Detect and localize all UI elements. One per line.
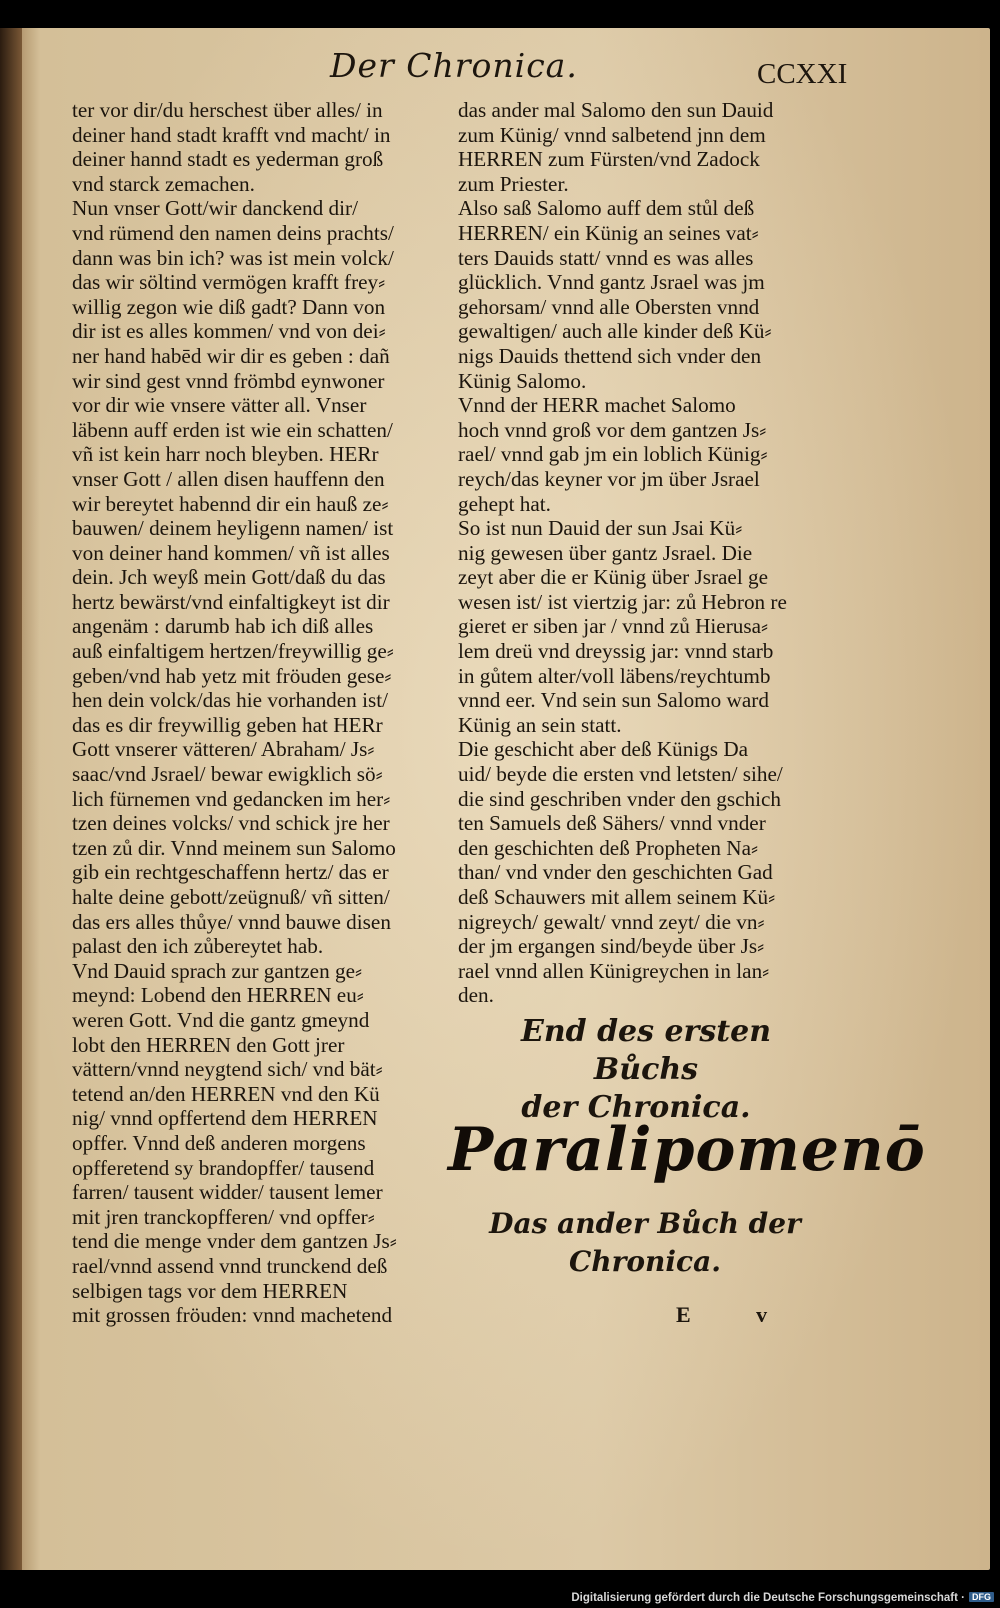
left-column-line: gib ein rechtgeschaffenn hertz/ das er (72, 860, 389, 885)
right-column-line: nig gewesen über gantz Jsrael. Die (458, 540, 753, 565)
right-column-line: reych/das keyner vor jm über Jsrael (458, 466, 760, 491)
left-column-line: deiner hand stadt krafft vnd macht/ in (72, 122, 391, 147)
left-column-line: das wir söltind vermögen krafft frey⸗ (72, 270, 386, 295)
left-column-line: von deiner hand kommen/ vñ ist alles (72, 540, 390, 565)
left-column-line: deiner hannd stadt es yederman groß (72, 147, 384, 172)
next-book-subtitle-line-1: Das ander Bůch der (489, 1207, 801, 1240)
right-text-column (458, 98, 830, 1008)
digitization-footer (571, 1592, 994, 1604)
right-column-line: rael/ vnnd gab jm ein loblich Künig⸗ (458, 442, 768, 467)
page-binding-edge (0, 28, 22, 1570)
right-column-line: Künig Salomo. (458, 368, 587, 393)
left-column-line: läbenn auff erden ist wie ein schatten/ (72, 417, 393, 442)
left-column-line: Vnd Dauid sprach zur gantzen ge⸗ (72, 958, 363, 983)
right-column-line: Künig an sein statt. (458, 712, 622, 737)
right-column-line: das ander mal Salomo den sun Dauid (458, 98, 774, 122)
left-column-line: wir sind gest vnnd frömbd eynwoner (72, 368, 385, 393)
right-column-line: zeyt aber die er Künig über Jsrael ge (458, 565, 769, 590)
left-column-line: vor dir wie vnsere vätter all. Vnser (72, 393, 367, 418)
next-book-title: Paralipomenō (448, 1115, 926, 1185)
right-column-line: Die geschicht aber deß Künigs Da (458, 737, 749, 762)
end-of-book-note (446, 1013, 826, 1127)
left-column-line: lobt den HERREN den Gott jrer (72, 1032, 345, 1057)
right-column-line: lem dreü vnd dreyssig jar: vnnd starb (458, 639, 774, 664)
right-column-line: than/ vnd vnder den geschichten Gad (458, 860, 773, 885)
right-column-line: zum Priester. (458, 171, 569, 196)
signature-mark: E v (676, 1302, 798, 1327)
left-column-line: wir bereytet habennd dir ein hauß ze⸗ (72, 491, 389, 516)
end-note-line-1: End des ersten Bůchs (520, 1014, 772, 1087)
right-column-line: ters Dauids statt/ vnnd es was alles (458, 245, 754, 270)
right-column-line: deß Schauwers mit allem seinem Kü⸗ (458, 885, 776, 909)
right-column-line: zum Künig/ vnnd salbetend jnn dem (458, 122, 766, 147)
left-column-line: ter vor dir/du herschest über alles/ in (72, 98, 383, 122)
right-column-line: den geschichten deß Propheten Na⸗ (458, 835, 759, 860)
left-column-line: ner hand habēd wir dir es geben : dañ (72, 343, 390, 368)
left-column-line: opfferetend sy brandopffer/ tausend (72, 1155, 375, 1180)
left-column-line: vättern/vnnd neygtend sich/ vnd bät⸗ (72, 1057, 383, 1082)
left-column-line: das ers alles thůye/ vnnd bauwe disen (72, 909, 391, 934)
right-column-line: rael vnnd allen Künigreychen in lan⸗ (458, 958, 770, 983)
left-column-line: auß einfaltigem hertzen/freywillig ge⸗ (72, 639, 394, 664)
left-column-line: dir ist es alles kommen/ vnd von dei⸗ (72, 319, 386, 344)
left-column-line: geben/vnd hab yetz mit fröuden gese⸗ (72, 663, 392, 688)
left-column-line: saac/vnd Jsrael/ bewar ewigklich sö⸗ (72, 762, 383, 787)
left-column-line: vñ ist kein harr noch bleyben. HERr (72, 442, 379, 467)
right-column-line: Vnnd der HERR machet Salomo (458, 393, 736, 418)
left-column-line: dein. Jch weyß mein Gott/daß du das (72, 565, 386, 590)
left-column-line: tzen zů dir. Vnnd meinem sun Salomo (72, 835, 396, 860)
left-column-line: tend die menge vnder dem gantzen Js⸗ (72, 1229, 397, 1254)
running-head: Der Chronica. (330, 46, 578, 85)
left-column-line: vnd rümend den namen deins prachts/ (72, 220, 394, 245)
left-column-line: meynd: Lobend den HERREN eu⸗ (72, 983, 364, 1008)
left-column-line: vnd starck zemachen. (72, 171, 255, 196)
right-column-line: gehorsam/ vnnd alle Obersten vnnd (458, 294, 760, 319)
left-column-line: lich fürnemen vnd gedancken im her⸗ (72, 786, 391, 811)
left-column-line: nig/ vnnd opffertend dem HERREN (72, 1106, 378, 1131)
left-text-column (72, 98, 432, 1328)
left-column-line: halte deine gebott/zeügnuß/ vñ sitten/ (72, 885, 390, 909)
right-column-line: gieret er siben jar / vnnd zů Hierusa⸗ (458, 614, 769, 639)
right-column-line: ten Samuels deß Sähers/ vnnd vnder (458, 811, 766, 836)
left-column-line: mit jren tranckopfferen/ vnd opffer⸗ (72, 1204, 375, 1229)
left-column-line: rael/vnnd assend vnnd trunckend deß (72, 1253, 388, 1278)
left-column-line: tetend an/den HERREN vnd den Kü (72, 1081, 380, 1106)
left-column-line: hertz bewärst/vnd einfaltigkeyt ist dir (72, 589, 390, 614)
right-column-line: hoch vnnd groß vor dem gantzen Js⸗ (458, 417, 767, 442)
end-note-line-2: der Chronica. (521, 1090, 751, 1125)
left-column-line: palast den ich zůbereytet hab. (72, 934, 324, 959)
right-column-line: uid/ beyde die ersten vnd letsten/ sihe/ (458, 762, 783, 787)
left-column-line: hen dein volck/das hie vorhanden ist/ (72, 688, 388, 713)
folio-number: CCXXI (757, 58, 848, 90)
right-column-line: gehept hat. (458, 491, 551, 516)
left-column-line: willig zegon wie diß gadt? Dann von (72, 294, 386, 319)
left-column-line: bauwen/ deinem heyligenn namen/ ist (72, 516, 394, 541)
right-column-line: nigreych/ gewalt/ vnnd zeyt/ die vn⸗ (458, 909, 765, 934)
right-column-line: in gůtem alter/voll läbens/reychtumb (458, 663, 771, 688)
left-column-line: tzen deines volcks/ vnd schick jre her (72, 811, 390, 836)
right-column-line: den. (458, 983, 494, 1008)
right-column-line: die sind geschriben vnder den gschich (458, 786, 782, 811)
right-column-line: HERREN/ ein Künig an seines vat⸗ (458, 220, 759, 245)
footer-text: Digitalisierung gefördert durch die Deutsche Forschungsgemeinschaft · (571, 1592, 965, 1604)
right-column-line: Also saß Salomo auff dem stůl deß (458, 196, 755, 221)
left-column-line: opffer. Vnnd deß anderen morgens (72, 1130, 366, 1155)
right-column-line: So ist nun Dauid der sun Jsai Kü⸗ (458, 516, 743, 541)
right-column-line: der jm ergangen sind/beyde über Js⸗ (458, 934, 765, 959)
left-column-line: vnser Gott / allen disen hauffenn den (72, 466, 385, 491)
left-column-line: weren Gott. Vnd die gantz gmeynd (72, 1007, 370, 1032)
right-column-line: nigs Dauids thettend sich vnder den (458, 343, 762, 368)
left-column-line: Gott vnserer vätteren/ Abraham/ Js⸗ (72, 737, 375, 762)
right-column-line: HERREN zum Fürsten/vnd Zadock (458, 147, 760, 172)
left-column-line: farren/ tausent widder/ tausent lemer (72, 1180, 383, 1205)
left-column-line: selbigen tags vor dem HERREN (72, 1278, 348, 1303)
right-column-line: vnnd eer. Vnd sein sun Salomo ward (458, 688, 769, 713)
left-column-line: Nun vnser Gott/wir danckend dir/ (72, 196, 358, 221)
next-book-subtitle (470, 1205, 820, 1281)
right-column-line: wesen ist/ ist viertzig jar: zů Hebron re (458, 589, 787, 614)
right-column-line: gewaltigen/ auch alle kinder deß Kü⸗ (458, 319, 772, 344)
left-column-line: das es dir freywillig geben hat HERr (72, 712, 383, 737)
left-column-line: dann was bin ich? was ist mein volck/ (72, 245, 394, 270)
dfg-logo: DFG (969, 1592, 994, 1602)
left-column-line: angenäm : darumb hab ich diß alles (72, 614, 374, 639)
next-book-subtitle-line-2: Chronica. (568, 1245, 721, 1278)
left-column-line: mit grossen fröuden: vnnd machetend (72, 1303, 393, 1328)
right-column-line: glücklich. Vnnd gantz Jsrael was jm (458, 270, 765, 295)
